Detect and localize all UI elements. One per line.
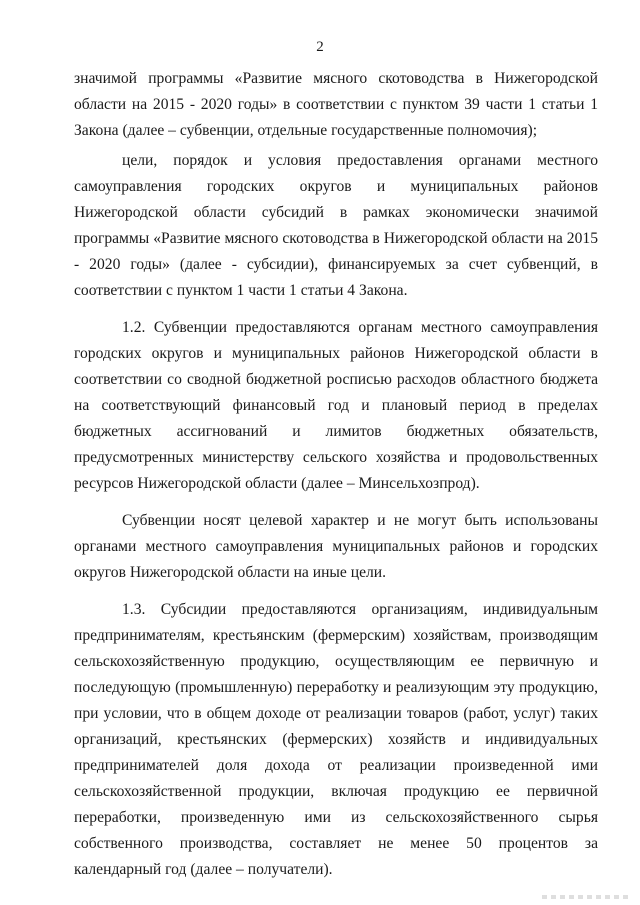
scan-artifact (542, 895, 632, 899)
page-number: 2 (316, 39, 324, 55)
paragraph-clause-1-2: 1.2. Субвенции предоставляются органам местного самоуправления городских округов и муниципальных районов Нижегородской области в соответствии со сводной бюджетной росписью расходов областного бюджета на соответствующий финансовый год и плановый период в пределах бюджетных ассигнований и лимитов бюджетных обязательств, предусмотренных министерству сельского хозяйства и продовольственных ресурсов Нижегородской области (далее – Минсельхозпрод). (74, 319, 598, 492)
paragraph-clause-1-3: 1.3. Субсидии предоставляются организациям, индивидуальным предпринимателям, крестьянским (фермерским) хозяйствам, производящим сельскохозяйственную продукцию, осуществляющим ее первичную и последующую (промышленную) переработку и реализующим эту продукцию, при условии, что в общем доходе от реализации товаров (работ, услуг) таких организаций, крестьянских (фермерских) хозяйств и индивидуальных предпринимателей доля дохода от реализации произведенной ими сельскохозяйственной продукции, включая продукцию ее первичной переработки, произведенную ими из сельскохозяйственного сырья собственного производства, составляет не менее 50 процентов за календарный год (далее – получатели). (74, 601, 598, 878)
paragraph-subsidy-goals: цели, порядок и условия предоставления органами местного самоуправления городских округов и муниципальных районов Нижегородской области субсидий в рамках экономически значимой программы «Развитие мясного скотоводства в Нижегородской области на 2015 - 2020 годы» (далее - субсидии), финансируемых за счет субвенций, в соответствии с пунктом 1 части 1 статьи 4 Закона. (74, 152, 598, 299)
paragraph-program-continuation: значимой программы «Развитие мясного скотоводства в Нижегородской области на 2015 - 2020 годы» в соответствии с пунктом 39 части 1 статьи 1 Закона (далее – субвенции, отдельные государственные полномочия); (74, 70, 598, 139)
document-body (74, 66, 598, 883)
paragraph-subvention-purpose: Субвенции носят целевой характер и не могут быть использованы органами местного самоуправления муниципальных районов и городских округов Нижегородской области на иные цели. (74, 512, 598, 581)
